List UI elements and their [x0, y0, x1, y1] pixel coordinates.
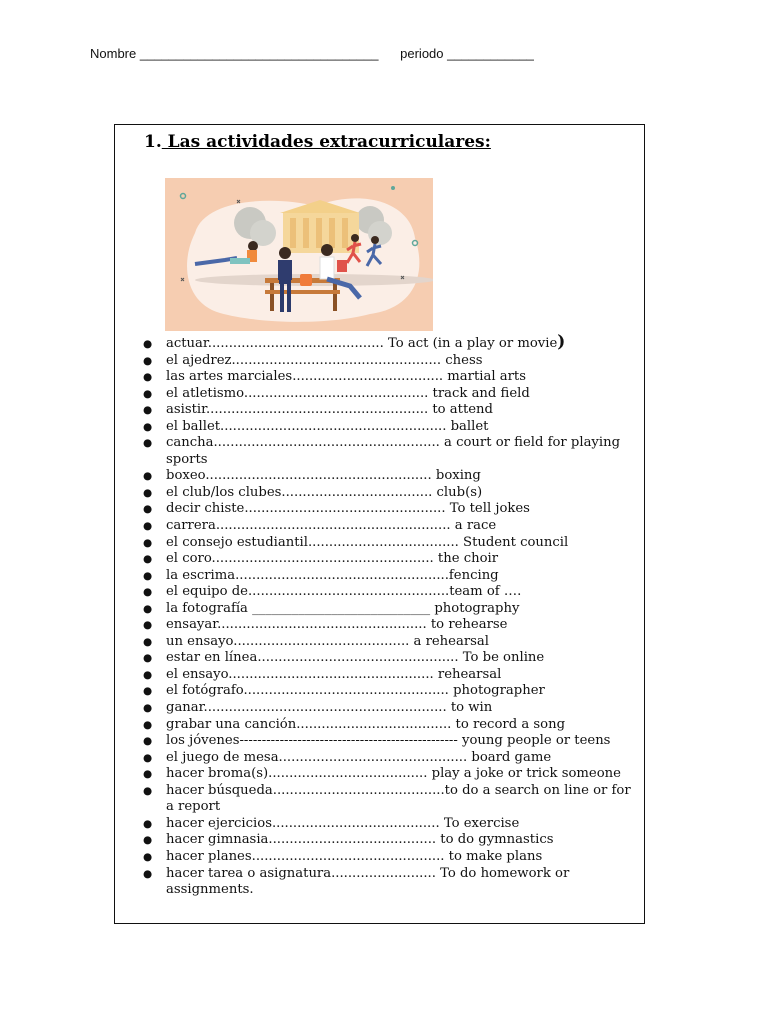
- list-item: ● el atletismo............................................ track and field: [141, 386, 641, 403]
- list-item: ● ganar.......................................................... to win: [141, 700, 641, 717]
- list-item: ● carrera........................................................ a race: [141, 518, 641, 535]
- period-label: periodo: [400, 46, 444, 61]
- list-item: ● hacer broma(s)...................................... play a joke or trick someone: [141, 766, 641, 783]
- name-label: Nombre: [90, 46, 137, 61]
- list-item: ● un ensayo.......................................... a rehearsal: [141, 634, 641, 651]
- list-item: ● grabar una canción..................................... to record a song: [141, 717, 641, 734]
- period-blank: ____________: [447, 46, 534, 61]
- list-item: ● el ensayo................................................. rehearsal: [141, 667, 641, 684]
- list-item: ● la escrima...................................................fencing: [141, 568, 641, 585]
- list-item: ● la fotografía ___________________________ photography: [141, 601, 641, 618]
- list-item: ● el consejo estudiantil.................................... Student council: [141, 535, 641, 552]
- list-item: ● actuar.......................................... To act (in a play or movie): [141, 336, 641, 353]
- name-blank: _________________________________: [139, 46, 379, 61]
- list-item: ● el fotógrafo................................................. photographer: [141, 683, 641, 700]
- list-item: ● el club/los clubes.................................... club(s): [141, 485, 641, 502]
- section-title: [144, 132, 491, 152]
- vocabulary-box: [114, 124, 645, 924]
- list-item: ● los jóvenes------------------------------------------------- young people or teens: [141, 733, 641, 750]
- section-title-text: Las actividades extracurriculares:: [161, 132, 491, 152]
- list-item: ● el coro..................................................... the choir: [141, 551, 641, 568]
- vocabulary-list: [141, 332, 641, 899]
- list-item: ● las artes marciales.................................... martial arts: [141, 369, 641, 386]
- header-line: [90, 46, 534, 61]
- list-item: ● hacer planes.............................................. to make plans: [141, 849, 641, 866]
- list-item: ● decir chiste................................................ To tell jokes: [141, 501, 641, 518]
- students-campus-illustration: [165, 178, 433, 331]
- list-item: ● hacer búsqueda.........................................to do a search on line or for a report: [141, 783, 641, 816]
- list-item: ● hacer tarea o asignatura......................... To do homework or assignments.: [141, 866, 641, 899]
- illustration-svg: [165, 178, 433, 331]
- list-item: ● el ballet...................................................... ballet: [141, 419, 641, 436]
- list-item: ● estar en línea................................................ To be online: [141, 650, 641, 667]
- list-item: ● hacer ejercicios........................................ To exercise: [141, 816, 641, 833]
- section-number: 1.: [144, 132, 162, 152]
- list-item: ● ensayar.................................................. to rehearse: [141, 617, 641, 634]
- list-item: ● el ajedrez.................................................. chess: [141, 353, 641, 370]
- list-item: ● el equipo de................................................team of ….: [141, 584, 641, 601]
- list-item: ● cancha...................................................... a court or field for playing sports: [141, 435, 641, 468]
- list-item: ● hacer gimnasia........................................ to do gymnastics: [141, 832, 641, 849]
- list-item: ● el juego de mesa............................................. board game: [141, 750, 641, 767]
- list-item: ● asistir..................................................... to attend: [141, 402, 641, 419]
- list-item: ● boxeo...................................................... boxing: [141, 468, 641, 485]
